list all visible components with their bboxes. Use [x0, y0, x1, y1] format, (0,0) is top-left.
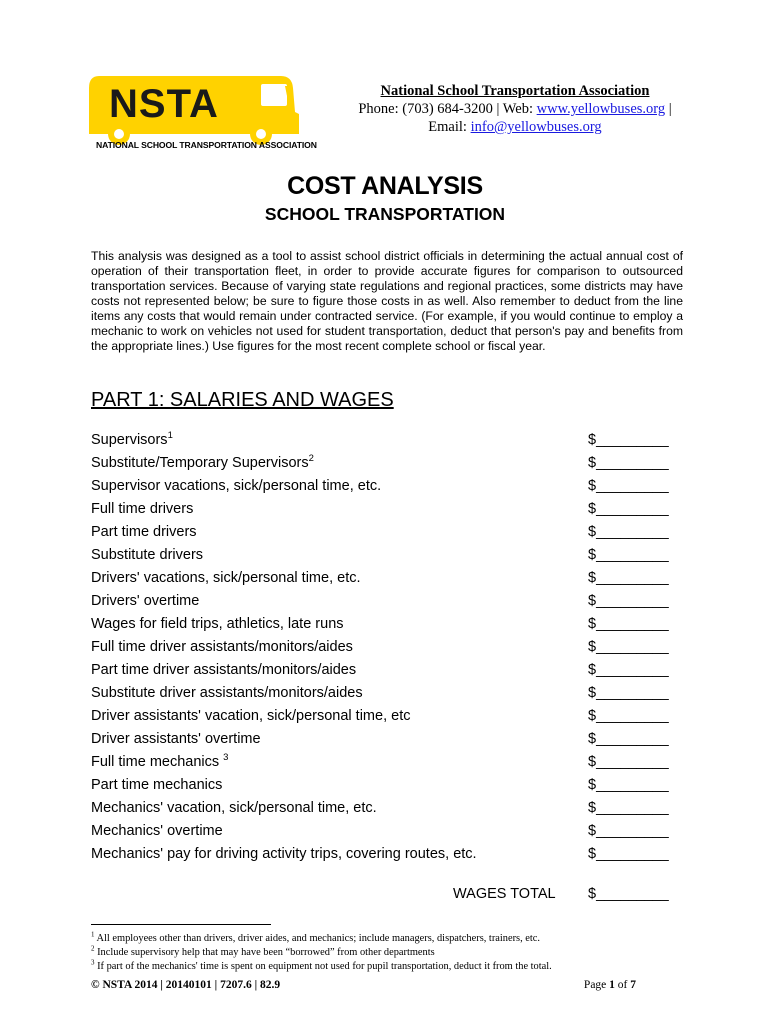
wage-line-item: [91, 452, 691, 475]
wage-amount-field[interactable]: $_________: [588, 662, 669, 678]
wage-item-text: Full time driver assistants/monitors/aides: [91, 639, 353, 655]
wage-item-label: [91, 613, 344, 636]
wage-item-text: Mechanics' pay for driving activity trips, covering routes, etc.: [91, 846, 477, 862]
wage-item-text: Wages for field trips, athletics, late runs: [91, 616, 344, 632]
footnote-marker: 3: [223, 752, 229, 764]
wage-amount-field[interactable]: $_________: [588, 616, 669, 632]
wage-line-item: [91, 544, 691, 567]
wage-item-label: [91, 567, 361, 590]
footnote-number: 1: [91, 930, 95, 939]
wage-amount-field[interactable]: $_________: [588, 777, 669, 793]
wage-item-label: [91, 475, 381, 498]
wage-amount-field[interactable]: $_________: [588, 708, 669, 724]
page-of-label: of: [614, 979, 631, 991]
wage-item-text: Substitute/Temporary Supervisors: [91, 455, 309, 471]
wage-item-text: Part time mechanics: [91, 777, 223, 793]
wage-amount-field[interactable]: $_________: [588, 685, 669, 701]
wage-line-item: [91, 705, 691, 728]
wage-amount-field[interactable]: $_________: [588, 754, 669, 770]
wage-item-text: Supervisors: [91, 432, 168, 448]
wage-amount-field[interactable]: $_________: [588, 731, 669, 747]
wage-item-label: [91, 751, 228, 774]
wage-amount-field[interactable]: $_________: [588, 570, 669, 586]
wage-line-item: [91, 797, 691, 820]
wage-line-item: [91, 774, 691, 797]
wage-item-label: [91, 797, 377, 820]
wage-amount-field[interactable]: $_________: [588, 524, 669, 540]
wage-item-label: [91, 521, 197, 544]
footnote-number: 3: [91, 958, 95, 967]
footnote: [91, 960, 691, 974]
document-title: COST ANALYSIS: [287, 172, 483, 200]
page-number: [584, 979, 636, 991]
wage-item-label: [91, 820, 223, 843]
wage-amount-field[interactable]: $_________: [588, 432, 669, 448]
wage-item-text: Part time drivers: [91, 524, 197, 540]
email-label: Email:: [428, 119, 471, 135]
page-label: Page: [583, 979, 610, 991]
organization-name: National School Transportation Association: [380, 83, 650, 99]
wage-item-label: [91, 774, 222, 797]
wage-line-item: [91, 567, 691, 590]
footnote-marker: 2: [308, 453, 314, 465]
footnote-number: 2: [91, 944, 95, 953]
part-1-heading: PART 1: SALARIES AND WAGES: [91, 389, 394, 411]
footer-copyright: © NSTA 2014 | 20140101 | 7207.6 | 82.9: [91, 979, 281, 991]
email-link[interactable]: info@yellowbuses.org: [470, 119, 602, 135]
footnote: [91, 946, 691, 960]
wage-item-label: [91, 843, 477, 866]
wage-item-label: [91, 682, 363, 705]
wage-item-label: [91, 728, 261, 751]
wage-items-list: [91, 429, 691, 866]
wages-total-label: WAGES TOTAL: [453, 886, 556, 902]
footnotes: [91, 932, 691, 974]
wage-item-label: [91, 705, 410, 728]
wage-line-item: [91, 590, 691, 613]
wage-item-label: [91, 659, 356, 682]
wage-item-text: Supervisor vacations, sick/personal time, etc.: [91, 478, 382, 494]
wage-line-item: [91, 475, 691, 498]
wage-item-text: Substitute drivers: [91, 547, 204, 563]
wage-line-item: [91, 498, 691, 521]
footnote-text: All employees other than drivers, driver aides, and mechanics; include managers, dispatchers, trainers, etc.: [94, 933, 540, 944]
wage-amount-field[interactable]: $_________: [588, 593, 669, 609]
website-link[interactable]: www.yellowbuses.org: [536, 101, 666, 117]
wage-line-item: [91, 613, 691, 636]
footnote-text: Include supervisory help that may have been “borrowed” from other departments: [94, 947, 435, 958]
wage-item-text: Drivers' vacations, sick/personal time, etc.: [91, 570, 361, 586]
wage-line-item: [91, 728, 691, 751]
phone-text: Phone: (703) 684-3200 | Web:: [358, 101, 537, 117]
wage-line-item: [91, 521, 691, 544]
wage-amount-field[interactable]: $_________: [588, 846, 669, 862]
wage-item-text: Full time drivers: [91, 501, 194, 517]
wage-line-item: [91, 429, 691, 452]
wage-item-text: Substitute driver assistants/monitors/aides: [91, 685, 363, 701]
wage-item-text: Driver assistants' vacation, sick/personal time, etc: [91, 708, 411, 724]
wage-item-label: [91, 498, 193, 521]
wage-item-label: [91, 590, 199, 613]
wage-amount-field[interactable]: $_________: [588, 501, 669, 517]
document-subtitle: SCHOOL TRANSPORTATION: [264, 204, 506, 224]
wage-item-label: [91, 429, 173, 452]
wage-item-text: Full time mechanics: [91, 754, 224, 770]
wage-item-label: [91, 544, 203, 567]
wage-amount-field[interactable]: $_________: [588, 639, 669, 655]
wage-item-text: Driver assistants' overtime: [91, 731, 261, 747]
wage-line-item: [91, 636, 691, 659]
footnote-text: If part of the mechanics' time is spent on equipment not used for pupil transportation, deduct it from the total.: [94, 961, 552, 972]
wage-amount-field[interactable]: $_________: [588, 823, 669, 839]
wage-item-text: Part time driver assistants/monitors/aides: [91, 662, 357, 678]
wage-amount-field[interactable]: $_________: [588, 547, 669, 563]
phone-suffix: |: [665, 101, 672, 117]
wage-line-item: [91, 820, 691, 843]
wage-line-item: [91, 659, 691, 682]
wage-amount-field[interactable]: $_________: [588, 478, 669, 494]
wages-total-field[interactable]: $_________: [588, 886, 669, 902]
footnote-marker: 1: [167, 430, 173, 442]
contact-block: [345, 82, 685, 136]
intro-paragraph: This analysis was designed as a tool to assist school district officials in determining the actual annual cost of operation of their transportation fleet, in order to provide accurate figures for comparison to outsourced transportation services. Because of varying state regulations and regional practices, some districts may have costs not represented below; be sure to figure those costs in as well. Also remember to deduct from the line items any costs that would remain under contracted service. (For example, if you would continue to employ a mechanic to work on vehicles not used for student transportation, deduct that person's pay and benefits from the appropriate lines.) Use figures for the most recent complete school or fiscal year.: [91, 249, 683, 353]
wage-amount-field[interactable]: $_________: [588, 455, 669, 471]
page-current: 1: [609, 979, 615, 991]
wage-item-label: [91, 452, 314, 475]
wage-item-text: Drivers' overtime: [91, 593, 200, 609]
wage-item-text: Mechanics' overtime: [91, 823, 223, 839]
wage-item-text: Mechanics' vacation, sick/personal time, etc.: [91, 800, 377, 816]
logo-tagline: NATIONAL SCHOOL TRANSPORTATION ASSOCIATION: [96, 140, 317, 150]
wages-total-row: [0, 883, 770, 906]
wage-amount-field[interactable]: $_________: [588, 800, 669, 816]
wage-item-label: [91, 636, 353, 659]
logo-wordmark: NSTA: [109, 82, 219, 126]
footnote: [91, 932, 691, 946]
wage-line-item: [91, 843, 691, 866]
wage-line-item: [91, 751, 691, 774]
wage-line-item: [91, 682, 691, 705]
footnote-divider: [91, 924, 271, 925]
page-total: 7: [630, 979, 636, 991]
